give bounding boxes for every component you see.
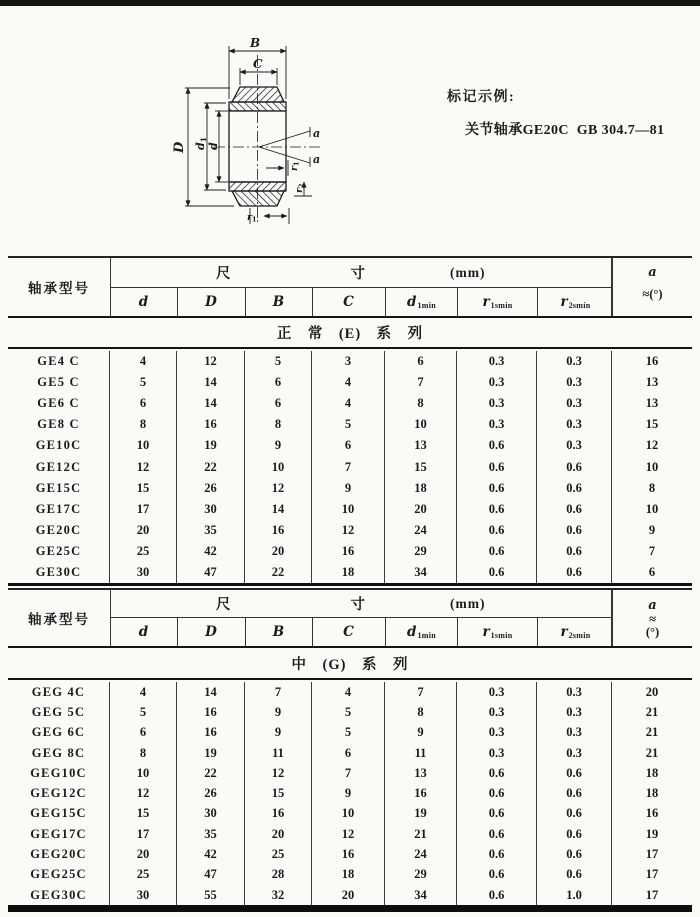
col-header-angle: a ≈ (°) [612, 590, 692, 646]
dim-title-part: 寸 [350, 266, 365, 282]
dimension-value: 10 [110, 763, 177, 783]
dimension-value: 20 [245, 541, 312, 562]
dimension-value: 16 [245, 804, 312, 824]
dimension-value: 0.3 [457, 372, 537, 393]
dimension-value: 0.3 [457, 414, 537, 435]
dimension-value: 0.6 [457, 456, 537, 477]
dimension-value: 10 [110, 435, 177, 456]
dimension-value: 7 [245, 682, 312, 702]
dimension-value: 5 [312, 723, 385, 743]
dimension-value: 30 [177, 499, 245, 520]
dimension-table-medium-series [8, 588, 692, 912]
dimension-value: 10 [645, 459, 659, 474]
dimension-value: 13 [385, 435, 457, 456]
label-r1-bottom: r1. [247, 212, 259, 224]
table-header [8, 256, 692, 318]
dimension-value: 16 [245, 520, 312, 541]
col-header-r1smin: r 1smin [458, 288, 538, 316]
dimension-value: 0.6 [457, 844, 537, 864]
dimension-value: 5 [312, 414, 385, 435]
bearing-model: GE17C [8, 499, 110, 520]
dimension-value: 16 [645, 806, 659, 821]
table-row [8, 520, 692, 541]
dimension-value: 14 [177, 372, 245, 393]
sub-header-row [111, 288, 611, 316]
bearing-model: GE5 C [8, 372, 110, 393]
dimension-value: 0.3 [457, 743, 537, 763]
dimension-value: 7 [312, 456, 385, 477]
bearing-model: GEG10C [8, 763, 110, 783]
dimension-value: 9 [312, 478, 385, 499]
dimension-value: 6 [245, 393, 312, 414]
dim-title-part: 尺 [216, 597, 231, 613]
col-header-D: D [178, 618, 246, 646]
dimension-value: 9 [648, 522, 656, 537]
dimension-value: 22 [177, 456, 245, 477]
dimension-value: 21 [645, 704, 659, 719]
dimension-value: 47 [177, 865, 245, 885]
table-row [8, 824, 692, 844]
dimension-value: 0.3 [537, 435, 612, 456]
dimension-value: 17 [110, 824, 177, 844]
dimension-value: 20 [110, 520, 177, 541]
table-row [8, 435, 692, 456]
dimension-value: 16 [312, 844, 385, 864]
dimension-value: 0.3 [457, 351, 537, 372]
dimension-value: 30 [177, 804, 245, 824]
dimension-value: 30 [110, 562, 177, 583]
label-B: B [250, 36, 261, 50]
dim-title-part: 寸 [350, 597, 365, 613]
marking-example-text: 关节轴承GE20C GB 304.7—81 [465, 123, 665, 138]
col-header-r1smin: r 1smin [458, 618, 538, 646]
dimension-value: 55 [177, 885, 245, 905]
dimension-value: 19 [645, 826, 659, 841]
dimension-value: 12 [245, 478, 312, 499]
dimension-value: 32 [245, 885, 312, 905]
dimension-value: 7 [385, 372, 457, 393]
dimension-value: 0.3 [537, 393, 612, 414]
bearing-model: GEG20C [8, 844, 110, 864]
dimension-value: 19 [177, 435, 245, 456]
dimension-value: 8 [385, 702, 457, 722]
table-header [8, 588, 692, 648]
dimension-value: 4 [110, 682, 177, 702]
label-d1: d1 [194, 137, 208, 150]
dimension-value: 9 [245, 702, 312, 722]
dimension-value: 0.6 [457, 804, 537, 824]
dimensions-title [111, 258, 611, 288]
dimension-value: 0.6 [537, 763, 612, 783]
bearing-model: GEG 6C [8, 723, 110, 743]
dimension-value: 16 [385, 783, 457, 803]
dimension-value: 16 [645, 354, 659, 369]
dim-title-part: (mm) [450, 264, 486, 280]
dimension-value: 12 [245, 763, 312, 783]
table-body [8, 349, 692, 586]
dimensions-header-group [110, 258, 612, 316]
dimension-value: 17 [110, 499, 177, 520]
dimension-value: 13 [645, 375, 659, 390]
dimension-value: 4 [110, 351, 177, 372]
dimension-value: 17 [645, 847, 659, 862]
dimension-value: 24 [385, 844, 457, 864]
dimension-value: 10 [245, 456, 312, 477]
dimension-value: 0.6 [537, 844, 612, 864]
dimension-value: 0.3 [537, 682, 612, 702]
label-angle-lower: a [313, 153, 321, 166]
dimension-value: 5 [110, 372, 177, 393]
dimension-value: 0.6 [537, 783, 612, 803]
dimension-value: 0.3 [457, 702, 537, 722]
dimension-value: 4 [312, 372, 385, 393]
dimension-value: 10 [385, 414, 457, 435]
label-r1-side: r1 [289, 161, 301, 171]
bearing-drawing [150, 26, 365, 231]
dimension-value: 47 [177, 562, 245, 583]
dimension-value: 0.6 [537, 541, 612, 562]
dimension-value: 18 [385, 478, 457, 499]
dimension-value: 14 [245, 499, 312, 520]
dimension-value: 0.6 [457, 824, 537, 844]
dimension-value: 0.6 [537, 824, 612, 844]
dimension-value: 29 [385, 865, 457, 885]
dimension-value: 12 [312, 824, 385, 844]
dimension-value: 18 [645, 786, 659, 801]
dimensions-title [111, 590, 611, 618]
dimension-value: 6 [648, 564, 656, 579]
col-header-angle: a ≈(°) [612, 258, 692, 316]
table-row [8, 414, 692, 435]
table-row [8, 783, 692, 803]
dimension-value: 22 [245, 562, 312, 583]
dimension-value: 0.6 [457, 541, 537, 562]
dimension-value: 13 [645, 396, 659, 411]
series-band-medium: 中 (G) 系 列 [8, 648, 692, 680]
col-header-B: B [246, 288, 313, 316]
dimension-value: 7 [648, 543, 656, 558]
dimension-value: 0.3 [457, 723, 537, 743]
dimension-value: 28 [245, 865, 312, 885]
dimension-value: 8 [245, 414, 312, 435]
col-header-d: d [111, 618, 178, 646]
dimension-value: 22 [177, 763, 245, 783]
bearing-model: GE12C [8, 456, 110, 477]
dimension-value: 18 [312, 865, 385, 885]
dimension-value: 12 [110, 783, 177, 803]
dimension-value: 34 [385, 885, 457, 905]
dimension-value: 8 [110, 414, 177, 435]
dimension-value: 7 [312, 763, 385, 783]
dimension-value: 0.3 [537, 723, 612, 743]
bearing-model: GE8 C [8, 414, 110, 435]
dimension-value: 0.6 [457, 520, 537, 541]
dimension-value: 0.3 [537, 414, 612, 435]
marking-example [447, 86, 664, 139]
dimension-value: 11 [245, 743, 312, 763]
dimension-value: 21 [385, 824, 457, 844]
dimension-value: 26 [177, 478, 245, 499]
label-angle-upper: a [313, 127, 321, 140]
dimension-value: 42 [177, 844, 245, 864]
dimension-value: 1.0 [537, 885, 612, 905]
bearing-model: GEG25C [8, 865, 110, 885]
bearing-model: GE6 C [8, 393, 110, 414]
col-header-d: d [111, 288, 178, 316]
dimension-value: 8 [385, 393, 457, 414]
dimension-value: 15 [645, 417, 659, 432]
dimension-value: 8 [648, 480, 656, 495]
dimension-value: 12 [312, 520, 385, 541]
dimension-value: 6 [312, 743, 385, 763]
dimension-value: 10 [645, 501, 659, 516]
table-row [8, 478, 692, 499]
dimension-value: 19 [177, 743, 245, 763]
dimension-value: 6 [110, 723, 177, 743]
dimension-value: 25 [110, 865, 177, 885]
bearing-model: GE25C [8, 541, 110, 562]
dimension-value: 20 [385, 499, 457, 520]
dimension-value: 26 [177, 783, 245, 803]
dimension-value: 0.6 [457, 478, 537, 499]
dimension-value: 16 [177, 723, 245, 743]
dimension-value: 5 [312, 702, 385, 722]
label-d: d [207, 142, 220, 150]
col-header-C: C [313, 288, 386, 316]
bearing-model: GEG17C [8, 824, 110, 844]
dimensions-header-group [110, 590, 612, 646]
table-row [8, 499, 692, 520]
dimension-value: 0.6 [537, 478, 612, 499]
bearing-cross-section-drawing [150, 26, 365, 231]
bearing-model: GEG 4C [8, 682, 110, 702]
bearing-model: GEG30C [8, 885, 110, 905]
dimension-value: 18 [645, 765, 659, 780]
bearing-model: GE30C [8, 562, 110, 583]
col-header-model: 轴承型号 [28, 281, 90, 296]
marking-example-title: 标记示例: [447, 90, 516, 105]
dimension-value: 0.6 [457, 885, 537, 905]
dimension-value: 5 [110, 702, 177, 722]
series-band-normal: 正 常 (E) 系 列 [8, 318, 692, 349]
dimension-value: 0.6 [457, 783, 537, 803]
bearing-model: GEG 5C [8, 702, 110, 722]
bearing-model: GE15C [8, 478, 110, 499]
dimension-value: 5 [245, 351, 312, 372]
table-row [8, 456, 692, 477]
table-row [8, 885, 692, 905]
dimension-value: 35 [177, 824, 245, 844]
label-C: C [253, 57, 263, 71]
dimension-value: 13 [385, 763, 457, 783]
sub-header-row [111, 618, 611, 646]
dimension-value: 0.6 [457, 499, 537, 520]
bearing-model: GE10C [8, 435, 110, 456]
col-header-C: C [313, 618, 386, 646]
dimension-value: 4 [312, 393, 385, 414]
dimension-value: 9 [245, 435, 312, 456]
dimension-value: 15 [110, 478, 177, 499]
dimension-value: 30 [110, 885, 177, 905]
dimension-value: 0.6 [537, 499, 612, 520]
dimension-value: 0.6 [537, 865, 612, 885]
dimension-value: 0.6 [537, 456, 612, 477]
dimension-value: 0.6 [457, 435, 537, 456]
col-header-r2smin: r 2smin [560, 624, 591, 640]
col-header-model: 轴承型号 [28, 612, 90, 627]
table-row [8, 763, 692, 783]
col-header-d1min: d 1min [386, 288, 458, 316]
dimension-value: 14 [177, 393, 245, 414]
dimension-value: 20 [245, 824, 312, 844]
dimension-value: 35 [177, 520, 245, 541]
dimension-value: 12 [177, 351, 245, 372]
dimension-value: 9 [385, 723, 457, 743]
dimension-value: 17 [645, 887, 659, 902]
dimension-table-normal-series [8, 256, 692, 586]
dimension-value: 12 [645, 438, 659, 453]
dimension-value: 10 [312, 804, 385, 824]
dimension-value: 9 [245, 723, 312, 743]
dimension-value: 3 [312, 351, 385, 372]
dimension-value: 9 [312, 783, 385, 803]
dimension-value: 0.3 [457, 393, 537, 414]
dimension-value: 0.3 [537, 702, 612, 722]
bearing-model: GEG12C [8, 783, 110, 803]
dimension-value: 0.3 [537, 351, 612, 372]
dimension-value: 19 [385, 804, 457, 824]
table-row [8, 372, 692, 393]
dimension-value: 20 [312, 885, 385, 905]
table-row [8, 844, 692, 864]
bearing-model: GEG 8C [8, 743, 110, 763]
dimension-value: 0.3 [537, 743, 612, 763]
dimension-value: 0.3 [457, 682, 537, 702]
dimension-value: 0.3 [537, 372, 612, 393]
dimension-value: 0.6 [457, 562, 537, 583]
dimension-value: 4 [312, 682, 385, 702]
dimension-value: 15 [385, 456, 457, 477]
dimension-value: 8 [110, 743, 177, 763]
table-row [8, 865, 692, 885]
dimension-value: 6 [110, 393, 177, 414]
table-row [8, 562, 692, 583]
col-header-d1min: d 1min [386, 618, 458, 646]
table-row [8, 743, 692, 763]
dimension-value: 10 [312, 499, 385, 520]
dimension-value: 21 [645, 725, 659, 740]
table-row [8, 702, 692, 722]
dimension-value: 7 [385, 682, 457, 702]
table-row [8, 541, 692, 562]
col-header-D: D [178, 288, 246, 316]
dim-title-part: 尺 [216, 266, 231, 282]
dimension-value: 42 [177, 541, 245, 562]
col-header-r2smin: r 2smin [560, 294, 591, 310]
dimension-value: 29 [385, 541, 457, 562]
dimension-value: 20 [110, 844, 177, 864]
top-page-rule [0, 0, 700, 6]
dimension-value: 12 [110, 456, 177, 477]
dimension-value: 16 [312, 541, 385, 562]
table-row [8, 682, 692, 702]
label-D: D [172, 141, 187, 153]
table-row [8, 393, 692, 414]
dimension-value: 0.6 [537, 804, 612, 824]
dimension-value: 17 [645, 867, 659, 882]
dimension-value: 25 [245, 844, 312, 864]
dimension-value: 21 [645, 745, 659, 760]
dimension-value: 6 [245, 372, 312, 393]
table-row [8, 804, 692, 824]
table-row [8, 351, 692, 372]
dimension-value: 16 [177, 702, 245, 722]
dimension-value: 18 [312, 562, 385, 583]
dimension-value: 16 [177, 414, 245, 435]
dimension-value: 11 [385, 743, 457, 763]
dimension-value: 25 [110, 541, 177, 562]
table-body [8, 680, 692, 912]
dimension-value: 15 [245, 783, 312, 803]
dimension-value: 0.6 [457, 763, 537, 783]
dimension-value: 0.6 [457, 865, 537, 885]
col-header-B: B [246, 618, 313, 646]
dim-title-part: (mm) [450, 595, 486, 611]
dimension-value: 0.6 [537, 520, 612, 541]
dimension-value: 0.6 [537, 562, 612, 583]
table-row [8, 723, 692, 743]
bearing-model: GE4 C [8, 351, 110, 372]
bearing-model: GE20C [8, 520, 110, 541]
dimension-value: 20 [645, 684, 659, 699]
dimension-value: 34 [385, 562, 457, 583]
label-r2-side: r2 [294, 183, 306, 193]
dimension-value: 6 [385, 351, 457, 372]
dimension-value: 24 [385, 520, 457, 541]
dimension-value: 6 [312, 435, 385, 456]
dimension-value: 15 [110, 804, 177, 824]
bearing-model: GEG15C [8, 804, 110, 824]
dimension-value: 14 [177, 682, 245, 702]
